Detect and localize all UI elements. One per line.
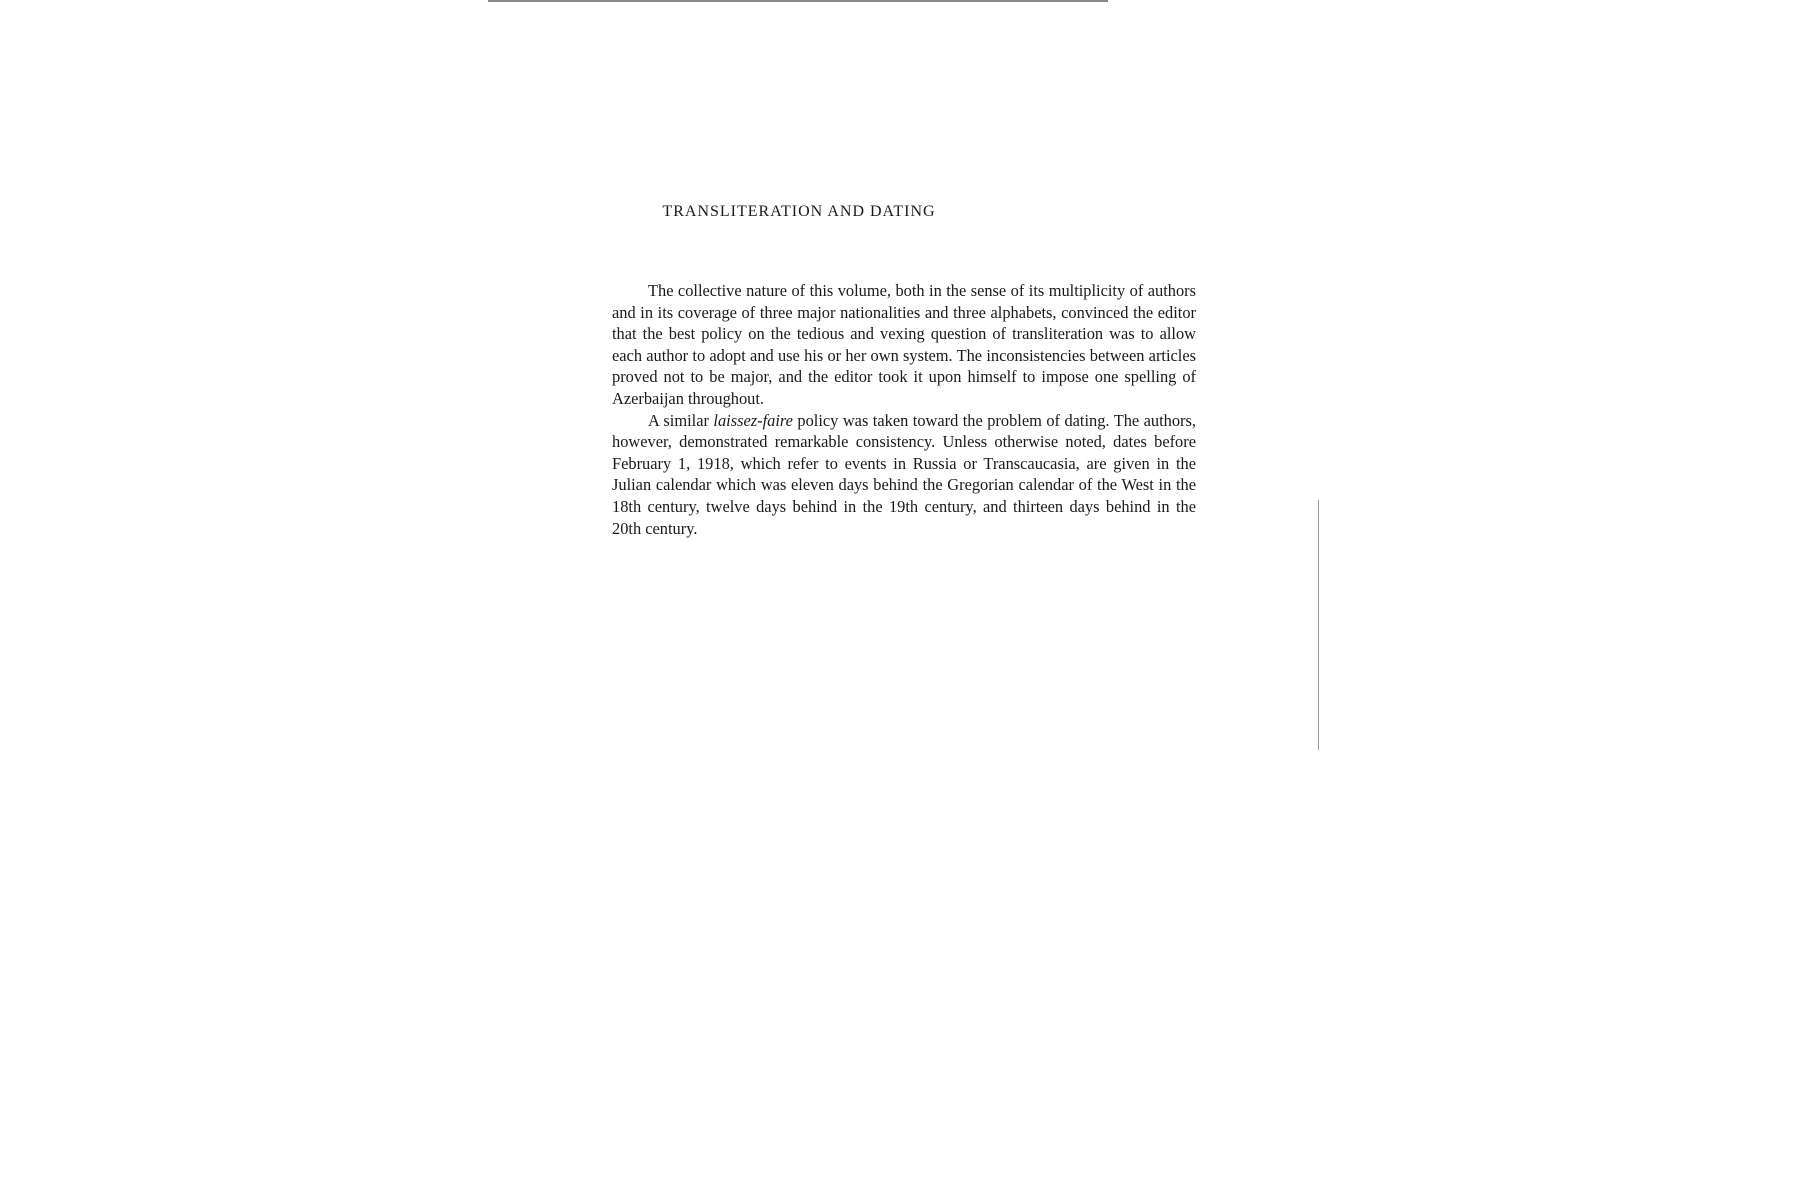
italic-term: laissez-faire [713,410,793,430]
paragraph-dating [612,410,1196,540]
page-heading: TRANSLITERATION AND DATING [662,203,936,220]
scan-edge-right [1318,500,1319,750]
body-text [612,280,1196,539]
paragraph-dating-rest: policy was taken toward the problem of dating. The authors, however, demonstrated remarkable consistency. Unless otherwise noted, dates before February 1, 1918, which refer to events in Russia or Transcaucasia, are given in the Julian calendar which was eleven days behind the Gregorian calendar of the West in the 18th century, twelve days behind in the 19th century, and thirteen days behind in the 20th century. [612,410,1196,538]
paragraph-dating-start: A similar [648,410,714,430]
paragraph-transliteration: The collective nature of this volume, both in the sense of its multiplicity of authors and in its coverage of three major nationalities and three alphabets, convinced the editor that the best policy on the tedious and vexing question of transliteration was to allow each author to adopt and use his or her own system. The inconsistencies between articles proved not to be major, and the editor took it upon himself to impose one spelling of Azerbaijan throughout. [612,281,1196,408]
scan-edge-top [488,0,1108,2]
